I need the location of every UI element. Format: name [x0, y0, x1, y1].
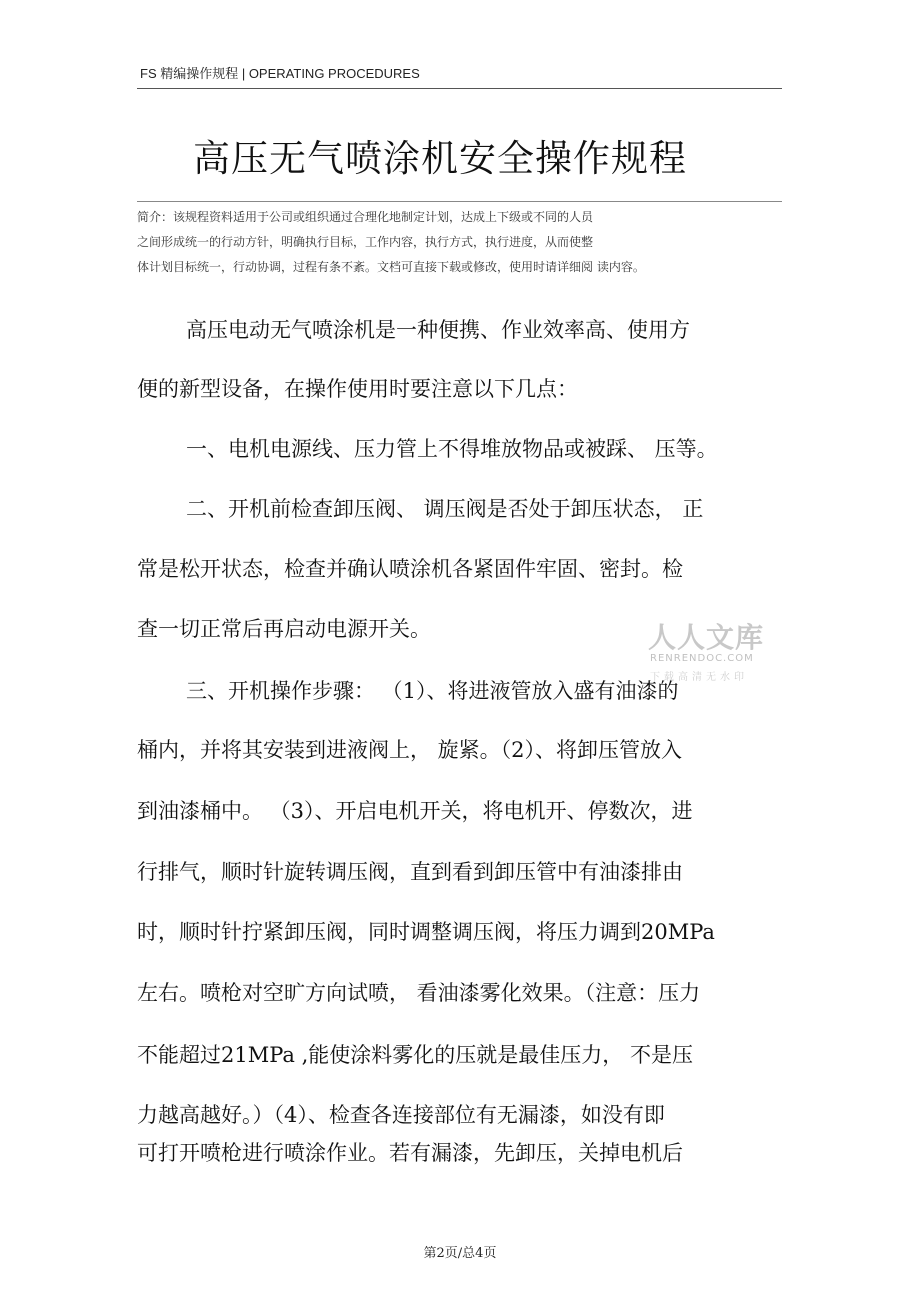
body-paragraph-line: 行排气，顺时针旋转调压阀，直到看到卸压管中有油漆排由 — [137, 860, 683, 884]
body-paragraph-line: 到油漆桶中。 （3）、开启电机开关，将电机开、停数次，进 — [137, 799, 693, 823]
intro-line: 体计划目标统一，行动协调，过程有条不紊。文档可直接下载或修改，使用时请详细阅 读内容。 — [137, 260, 645, 274]
body-paragraph-line: 一、电机电源线、压力管上不得堆放物品或被踩、 压等。 — [186, 437, 718, 461]
document-header: FS 精编操作规程 | OPERATING PROCEDURES — [140, 66, 420, 81]
body-paragraph-line: 三、开机操作步骤： （1）、将进液管放入盛有油漆的 — [186, 679, 679, 703]
body-paragraph-line: 常是松开状态，检查并确认喷涂机各紧固件牢固、密封。检 — [137, 557, 683, 581]
document-title: 高压无气喷涂机安全操作规程 — [193, 137, 687, 180]
title-divider — [137, 201, 782, 202]
body-paragraph-line: 力越高越好。）（4）、检查各连接部位有无漏漆，如没有即 — [137, 1103, 665, 1127]
intro-line: 之间形成统一的行动方针，明确执行目标，工作内容，执行方式，执行进度，从而使整 — [137, 235, 594, 249]
body-paragraph-line: 查一切正常后再启动电源开关。 — [137, 617, 431, 641]
watermark-url: RENRENDOC.COM — [650, 653, 754, 664]
page-number: 第2页/总4页 — [423, 1246, 497, 1261]
header-divider — [137, 88, 782, 89]
intro-line: 简介：该规程资料适用于公司或组织通过合理化地制定计划，达成上下级或不同的人员 — [137, 210, 594, 224]
body-paragraph-line: 便的新型设备，在操作使用时要注意以下几点： — [137, 377, 578, 401]
body-paragraph-line: 高压电动无气喷涂机是一种便携、作业效率高、使用方 — [186, 318, 690, 342]
watermark-tagline: 下载高清无水印 — [650, 672, 748, 683]
body-paragraph-line: 桶内，并将其安装到进液阀上， 旋紧。（2）、将卸压管放入 — [137, 738, 683, 762]
watermark-logo: 人人文库 — [648, 621, 765, 654]
body-paragraph-line: 时，顺时针拧紧卸压阀，同时调整调压阀，将压力调到20MPa — [137, 920, 715, 944]
body-paragraph-line: 左右。喷枪对空旷方向试喷， 看油漆雾化效果。（注意：压力 — [137, 981, 701, 1005]
body-paragraph-line: 不能超过21MPa ,能使涂料雾化的压就是最佳压力， 不是压 — [137, 1043, 693, 1067]
body-paragraph-line: 可打开喷枪进行喷涂作业。若有漏漆，先卸压，关掉电机后 — [137, 1141, 683, 1165]
body-paragraph-line: 二、开机前检查卸压阀、 调压阀是否处于卸压状态， 正 — [186, 497, 704, 521]
